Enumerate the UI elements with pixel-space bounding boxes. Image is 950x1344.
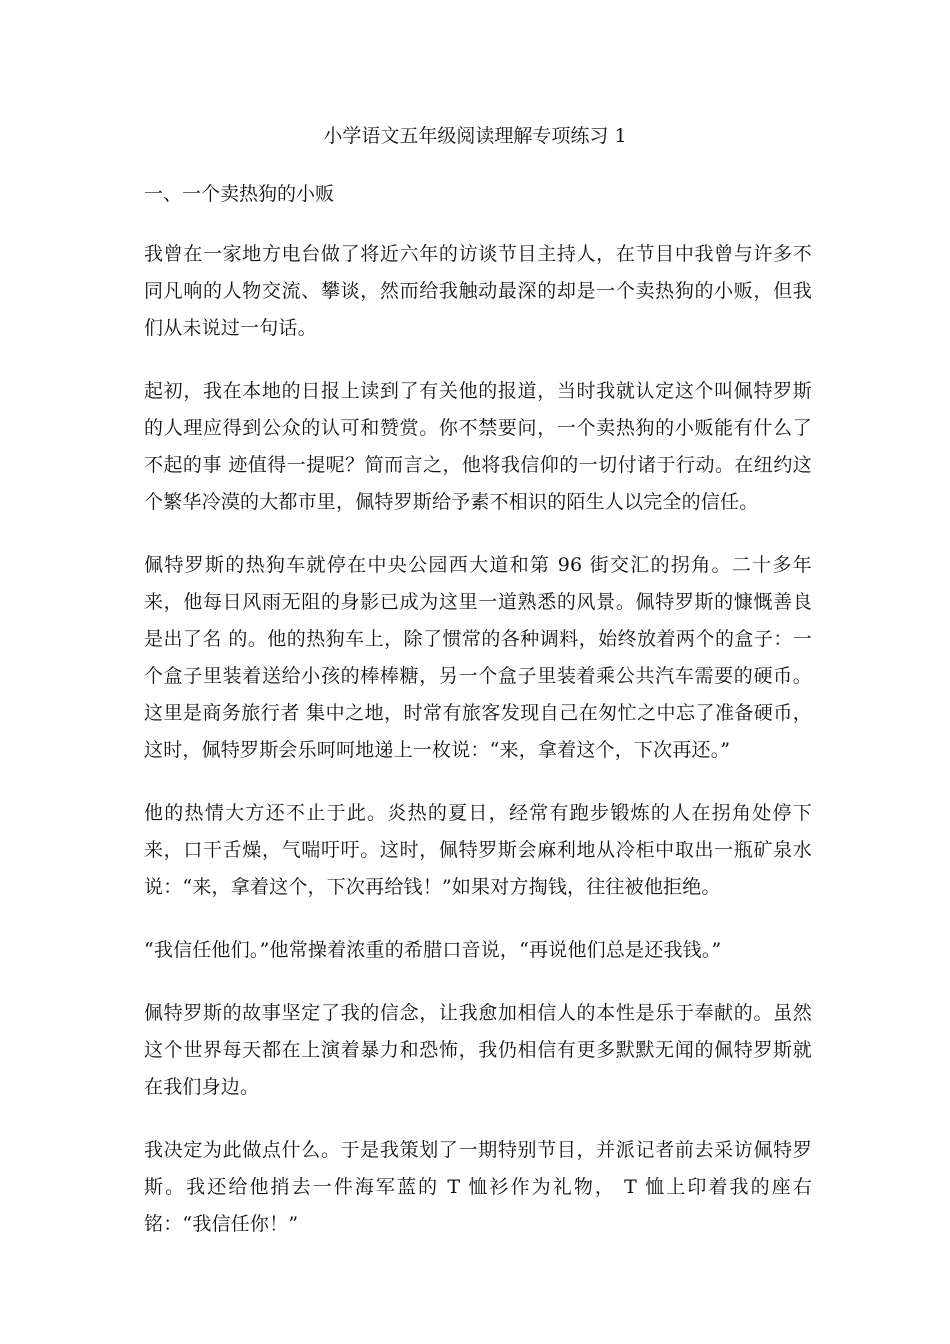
document-title: 小学语文五年级阅读理解专项练习 1 [323, 125, 627, 147]
paragraph: 佩特罗斯的热狗车就停在中央公园西大道和第 96 街交汇的拐角。二十多年来，他每日风雨无阻的身影已成为这里一道熟悉的风景。佩特罗斯的慷慨善良是出了名 的。他的热狗车上，除了惯常的各种调料，始终放着两个的盒子：一个盒子里装着送给小孩的棒棒糖，另一个盒子里装着乘公共汽车需要的硬币。这里是商务旅行者 集中之地，时常有旅客发现自己在匆忙之中忘了准备硬币，这时，佩特罗斯会乐呵呵地递上一枚说：“来，拿着这个，下次再还。” [144, 554, 812, 761]
paragraph: 起初，我在本地的日报上读到了有关他的报道，当时我就认定这个叫佩特罗斯的人理应得到公众的认可和赞赏。你不禁要问，一个卖热狗的小贩能有什么了不起的事 迹值得一提呢？简而言之，他将我信仰的一切付诸于行动。在纽约这个繁华冷漠的大都市里，佩特罗斯给予素不相识的陌生人以完全的信任。 [144, 380, 812, 513]
paragraph: 佩特罗斯的故事坚定了我的信念，让我愈加相信人的本性是乐于奉献的。虽然这个世界每天都在上演着暴力和恐怖，我仍相信有更多默默无闻的佩特罗斯就在我们身边。 [144, 1002, 812, 1098]
article-body [144, 236, 812, 1269]
paragraph: 我曾在一家地方电台做了将近六年的访谈节目主持人，在节目中我曾与许多不同凡响的人物交流、攀谈，然而给我触动最深的却是一个卖热狗的小贩，但我们从未说过一句话。 [144, 243, 812, 339]
section-heading: 一、一个卖热狗的小贩 [144, 183, 335, 205]
paragraph: “我信任他们。”他常操着浓重的希腊口音说，“再说他们总是还我钱。” [144, 939, 722, 961]
paragraph: 他的热情大方还不止于此。炎热的夏日，经常有跑步锻炼的人在拐角处停下来，口干舌燥，气喘吁吁。这时，佩特罗斯会麻利地从冷柜中取出一瓶矿泉水说：“来，拿着这个，下次再给钱！”如果对方掏钱，往往被他拒绝。 [144, 802, 812, 898]
paragraph: 我决定为此做点什么。于是我策划了一期特别节目，并派记者前去采访佩特罗斯。我还给他捎去一件海军蓝的 T 恤衫作为礼物， T 恤上印着我的座右铭：“我信任你！” [144, 1139, 812, 1235]
